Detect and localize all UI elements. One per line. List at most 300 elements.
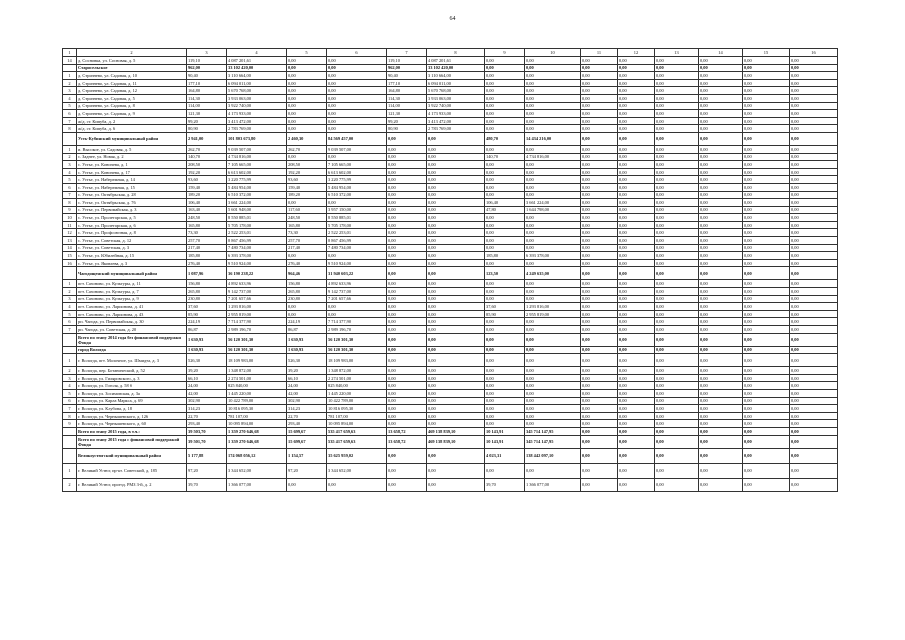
value-cell: 123,50 (485, 267, 525, 280)
address-cell: д. Сосновка, ул. Сосновая, д. 5 (77, 57, 187, 65)
table-row (63, 427, 838, 435)
value-cell: 0,00 (790, 318, 838, 326)
column-number-11: 11 (581, 49, 618, 57)
value-cell: 0,00 (427, 420, 485, 428)
value-cell: 0,00 (581, 153, 618, 161)
value-cell: 0,00 (485, 405, 525, 413)
value-cell: 0,00 (581, 214, 618, 222)
value-cell: 0,00 (485, 94, 525, 102)
value-cell: 0,00 (327, 57, 387, 65)
table-row (63, 374, 838, 382)
value-cell: 4 892 633,96 (327, 280, 387, 288)
row-index-cell: 10 (63, 214, 77, 222)
value-cell: 0,00 (618, 280, 655, 288)
address-cell: Чагодощенский муниципальный район (77, 267, 187, 280)
value-cell: 0,00 (427, 303, 485, 311)
value-cell: 0,00 (743, 333, 790, 346)
value-cell: 230,80 (187, 295, 227, 303)
value-cell: 90,40 (187, 72, 227, 80)
value-cell: 0,00 (485, 389, 525, 397)
value-cell: 314,23 (287, 405, 327, 413)
address-cell: д. Стризнево, ул. Садовая, д. 9 (77, 110, 187, 118)
address-cell: пгт. Сазоново, ул. Культуры, д. 7 (77, 288, 187, 296)
table-row (63, 397, 838, 405)
value-cell: 0,00 (581, 389, 618, 397)
value-cell: 97,20 (287, 463, 327, 478)
row-index-cell: 5 (63, 176, 77, 184)
address-cell: с. Устье, ул. Октябрьская, д. 28 (77, 191, 187, 199)
value-cell: 0,00 (387, 199, 427, 207)
address-cell: с. Устье, ул. Юбилейная, д. 15 (77, 252, 187, 260)
value-cell: 0,00 (485, 374, 525, 382)
value-cell: 0,00 (743, 214, 790, 222)
value-cell: 0,00 (743, 191, 790, 199)
value-cell: 0,00 (790, 389, 838, 397)
value-cell: 0,00 (387, 259, 427, 267)
value-cell: 5 705 178,00 (227, 221, 287, 229)
value-cell: 1 445 220,00 (227, 389, 287, 397)
value-cell: 0,00 (525, 318, 581, 326)
table-row (63, 168, 838, 176)
value-cell: 0,00 (485, 382, 525, 390)
value-cell: 0,00 (485, 259, 525, 267)
value-cell: 0,00 (581, 405, 618, 413)
column-number-10: 10 (525, 49, 581, 57)
value-cell: 0,00 (581, 397, 618, 405)
value-cell: 5 670 768,00 (427, 87, 485, 95)
value-cell: 0,00 (387, 354, 427, 367)
value-cell: 0,00 (427, 478, 485, 491)
row-index-cell: 8 (63, 412, 77, 420)
value-cell: 0,00 (655, 94, 699, 102)
value-cell: 0,00 (387, 206, 427, 214)
value-cell: 781 107,00 (227, 412, 287, 420)
value-cell: 0,00 (525, 397, 581, 405)
row-index-cell: 8 (63, 125, 77, 133)
value-cell: 2 274 501,00 (327, 374, 387, 382)
value-cell: 9 510 924,00 (227, 259, 287, 267)
value-cell: 1 359 270 646,68 (227, 427, 287, 435)
value-cell: 0,00 (655, 64, 699, 72)
value-cell: 0,00 (387, 295, 427, 303)
value-cell: 0,00 (790, 214, 838, 222)
value-cell: 0,00 (790, 267, 838, 280)
value-cell: 0,00 (525, 229, 581, 237)
value-cell: 0,00 (618, 64, 655, 72)
value-cell: 0,00 (743, 427, 790, 435)
value-cell: 1 293 816,00 (227, 303, 287, 311)
address-cell: ж/д. ст. Кипуба, д. 2 (77, 117, 187, 125)
value-cell: 0,00 (387, 405, 427, 413)
value-cell: 114,00 (187, 102, 227, 110)
table-row (63, 420, 838, 428)
row-index-cell: 1 (63, 72, 77, 80)
value-cell: 0,00 (790, 64, 838, 72)
value-cell: 0,00 (655, 448, 699, 463)
value-cell: 0,00 (618, 295, 655, 303)
value-cell: 0,00 (387, 420, 427, 428)
value-cell: 0,00 (699, 463, 743, 478)
table-row (63, 310, 838, 318)
value-cell: 2 783 769,00 (227, 125, 287, 133)
value-cell: 66,10 (287, 374, 327, 382)
value-cell: 0,00 (699, 191, 743, 199)
value-cell: 159,40 (187, 183, 227, 191)
value-cell: 0,00 (655, 153, 699, 161)
address-cell: г. Вологда, пер. Ботанический, д. 52 (77, 367, 187, 375)
value-cell: 0,00 (655, 303, 699, 311)
value-cell: 6 393 378,00 (525, 252, 581, 260)
value-cell: 0,00 (618, 420, 655, 428)
value-cell: 0,00 (525, 288, 581, 296)
value-cell: 0,00 (618, 318, 655, 326)
address-cell: рп. Чагода, ул. Первомайская, д. 30 (77, 318, 187, 326)
value-cell: 265,80 (287, 288, 327, 296)
value-cell: 192,20 (287, 168, 327, 176)
value-cell: 0,00 (525, 145, 581, 153)
row-index-cell: 9 (63, 206, 77, 214)
value-cell: 208,50 (187, 161, 227, 169)
value-cell: 0,00 (655, 125, 699, 133)
value-cell: 7 105 665,00 (327, 161, 387, 169)
value-cell: 0,00 (618, 354, 655, 367)
value-cell: 0,00 (618, 132, 655, 145)
value-cell: 0,00 (525, 333, 581, 346)
row-index-cell: 12 (63, 229, 77, 237)
value-cell: 0,00 (790, 412, 838, 420)
value-cell: 7 480 734,00 (327, 244, 387, 252)
value-cell: 3 110 664,00 (427, 72, 485, 80)
value-cell: 535 417 659,63 (327, 435, 387, 448)
value-cell: 0,00 (581, 435, 618, 448)
value-cell: 0,00 (485, 102, 525, 110)
address-cell: с. Устье, ул. Набережная, д. 14 (77, 176, 187, 184)
value-cell: 0,00 (327, 153, 387, 161)
value-cell: 42,00 (187, 389, 227, 397)
value-cell: 0,00 (790, 310, 838, 318)
value-cell: 0,00 (387, 153, 427, 161)
value-cell: 0,00 (387, 448, 427, 463)
value-cell: 0,00 (699, 145, 743, 153)
value-cell: 0,00 (581, 206, 618, 214)
value-cell: 0,00 (790, 161, 838, 169)
value-cell: 4 734 816,00 (525, 153, 581, 161)
value-cell: 5 484 954,00 (227, 183, 287, 191)
table-row (63, 303, 838, 311)
value-cell: 248,50 (187, 214, 227, 222)
value-cell: 0,00 (655, 367, 699, 375)
table-row (63, 267, 838, 280)
value-cell: 156,80 (187, 280, 227, 288)
address-cell: г. Вологда, ул. Карла Маркса, д. 69 (77, 397, 187, 405)
address-cell: город Вологда (77, 346, 187, 354)
value-cell: 0,00 (743, 168, 790, 176)
value-cell: 80,90 (387, 125, 427, 133)
value-cell: 6 510 372,00 (227, 191, 287, 199)
value-cell: 37,60 (187, 303, 227, 311)
table-row (63, 199, 838, 207)
address-cell: г. Вологда, ул. Зосимовская, д. 3а (77, 389, 187, 397)
value-cell: 0,00 (427, 326, 485, 334)
value-cell: 0,00 (387, 267, 427, 280)
row-index-cell: 7 (63, 326, 77, 334)
value-cell: 0,00 (387, 191, 427, 199)
column-number-6: 6 (327, 49, 387, 57)
value-cell: 0,00 (618, 374, 655, 382)
value-cell: 0,00 (618, 199, 655, 207)
value-cell: 0,00 (327, 199, 387, 207)
value-cell: 0,00 (743, 145, 790, 153)
value-cell: 0,00 (427, 280, 485, 288)
value-cell: 0,00 (655, 420, 699, 428)
value-cell: 0,00 (581, 427, 618, 435)
value-cell: 0,00 (525, 280, 581, 288)
value-cell: 0,00 (699, 346, 743, 354)
value-cell: 0,00 (655, 354, 699, 367)
value-cell: 1 630,93 (287, 346, 327, 354)
value-cell: 293,40 (187, 420, 227, 428)
value-cell: 0,00 (427, 237, 485, 245)
table-row (63, 259, 838, 267)
value-cell: 0,00 (743, 244, 790, 252)
address-cell: Всего по этапу 2015 года с финансовой поддержкой Фонда (77, 435, 187, 448)
value-cell: 9 142 737,00 (227, 288, 287, 296)
value-cell: 0,00 (618, 412, 655, 420)
value-cell: 0,00 (790, 288, 838, 296)
table-row (63, 288, 838, 296)
value-cell: 33 102 420,00 (227, 64, 287, 72)
row-index-cell: 3 (63, 87, 77, 95)
value-cell: 0,00 (581, 132, 618, 145)
value-cell: 37,60 (485, 303, 525, 311)
value-cell: 0,00 (485, 288, 525, 296)
row-index-cell (63, 346, 77, 354)
value-cell: 0,00 (743, 72, 790, 80)
value-cell: 0,00 (581, 237, 618, 245)
value-cell: 0,00 (427, 333, 485, 346)
value-cell: 0,00 (525, 221, 581, 229)
value-cell: 0,00 (327, 252, 387, 260)
value-cell: 165,80 (287, 221, 327, 229)
value-cell: 99,20 (187, 117, 227, 125)
value-cell: 6 393 378,00 (227, 252, 287, 260)
column-number-1: 1 (63, 49, 77, 57)
value-cell: 0,00 (618, 94, 655, 102)
value-cell: 86,87 (187, 326, 227, 334)
value-cell: 0,00 (743, 206, 790, 214)
value-cell: 0,00 (525, 354, 581, 367)
value-cell: 1 630,93 (187, 346, 227, 354)
value-cell: 0,00 (427, 354, 485, 367)
table-row (63, 244, 838, 252)
value-cell: 7 480 734,00 (227, 244, 287, 252)
table-row (63, 295, 838, 303)
value-cell: 7 201 657,66 (327, 295, 387, 303)
address-cell: ж/д. ст. Кипуба, д. 6 (77, 125, 187, 133)
value-cell: 2 989 196,70 (227, 326, 287, 334)
value-cell: 0,00 (387, 310, 427, 318)
value-cell: 0,00 (618, 161, 655, 169)
value-cell: 825 840,00 (227, 382, 287, 390)
value-cell: 0,00 (287, 303, 327, 311)
value-cell: 0,00 (743, 295, 790, 303)
value-cell: 0,00 (287, 57, 327, 65)
value-cell: 24,00 (187, 382, 227, 390)
value-cell: 0,00 (790, 221, 838, 229)
table-row (63, 382, 838, 390)
value-cell: 0,00 (743, 125, 790, 133)
value-cell: 3 933 063,00 (427, 94, 485, 102)
row-index-cell: 8 (63, 199, 77, 207)
value-cell: 0,00 (387, 183, 427, 191)
value-cell: 117,60 (287, 206, 327, 214)
table-row (63, 405, 838, 413)
value-cell: 0,00 (655, 145, 699, 153)
address-cell: с. Устье, ул. Набережная, д. 15 (77, 183, 187, 191)
value-cell: 0,00 (427, 214, 485, 222)
value-cell: 0,00 (427, 199, 485, 207)
value-cell: 10 143,91 (485, 435, 525, 448)
address-cell: с. Устье, ул. Коничева, д. 1 (77, 161, 187, 169)
value-cell: 0,00 (485, 326, 525, 334)
table-row (63, 117, 838, 125)
value-cell: 0,00 (655, 132, 699, 145)
value-cell: 0,00 (699, 237, 743, 245)
value-cell: 0,00 (387, 145, 427, 153)
value-cell: 5 670 768,00 (227, 87, 287, 95)
value-cell: 0,00 (287, 117, 327, 125)
value-cell: 0,00 (655, 310, 699, 318)
value-cell: 2 989 196,70 (327, 326, 387, 334)
value-cell: 262,70 (287, 145, 327, 153)
value-cell: 0,00 (618, 463, 655, 478)
table-row (63, 229, 838, 237)
value-cell: 0,00 (327, 64, 387, 72)
value-cell: 0,00 (699, 94, 743, 102)
table-row (63, 435, 838, 448)
value-cell: 192,20 (187, 168, 227, 176)
value-cell: 0,00 (485, 125, 525, 133)
value-cell: 47,80 (485, 206, 525, 214)
value-cell: 0,00 (743, 346, 790, 354)
value-cell: 0,00 (655, 244, 699, 252)
value-cell: 0,00 (581, 94, 618, 102)
value-cell: 0,00 (427, 367, 485, 375)
value-cell: 0,00 (485, 176, 525, 184)
value-cell: 0,00 (485, 117, 525, 125)
value-cell: 7 714 377,90 (227, 318, 287, 326)
column-number-5: 5 (287, 49, 327, 57)
value-cell: 0,00 (581, 367, 618, 375)
value-cell: 0,00 (743, 412, 790, 420)
value-cell: 0,00 (427, 318, 485, 326)
column-number-16: 16 (790, 49, 838, 57)
value-cell: 0,00 (287, 79, 327, 87)
value-cell: 10 422 789,00 (227, 397, 287, 405)
value-cell: 0,00 (655, 288, 699, 296)
value-cell: 0,00 (743, 102, 790, 110)
value-cell: 0,00 (287, 252, 327, 260)
address-cell: г. Великий Устюг, пр-кт. Советский, д. 185 (77, 463, 187, 478)
column-number-13: 13 (655, 49, 699, 57)
address-cell: г. Вологда, ул. Чернышевского, д. 126 (77, 412, 187, 420)
value-cell: 39 503,70 (187, 427, 227, 435)
value-cell: 0,00 (525, 244, 581, 252)
value-cell: 0,00 (699, 318, 743, 326)
value-cell: 0,00 (618, 191, 655, 199)
address-cell: и. Высокое, ул. Садовая, д. 5 (77, 145, 187, 153)
value-cell: 0,00 (790, 333, 838, 346)
value-cell: 0,00 (655, 168, 699, 176)
value-cell: 0,00 (655, 57, 699, 65)
value-cell: 0,00 (427, 176, 485, 184)
value-cell: 0,00 (427, 168, 485, 176)
value-cell: 0,00 (790, 168, 838, 176)
value-cell: 825 840,00 (327, 382, 387, 390)
value-cell: 265,80 (187, 288, 227, 296)
address-cell: с. Устье, ул. Советская, д. 12 (77, 237, 187, 245)
table-row (63, 318, 838, 326)
value-cell: 0,00 (743, 354, 790, 367)
value-cell: 0,00 (581, 87, 618, 95)
value-cell: 4 173 933,00 (427, 110, 485, 118)
table-row (63, 367, 838, 375)
value-cell: 0,00 (525, 110, 581, 118)
row-index-cell: 1 (63, 280, 77, 288)
row-index-cell: 1 (63, 354, 77, 367)
value-cell: 0,00 (655, 79, 699, 87)
value-cell: 293,40 (287, 420, 327, 428)
value-cell: 3 344 652,00 (227, 463, 287, 478)
value-cell: 0,00 (387, 252, 427, 260)
value-cell: 0,00 (387, 229, 427, 237)
value-cell: 0,00 (427, 221, 485, 229)
value-cell: 0,00 (618, 79, 655, 87)
value-cell: 0,00 (581, 310, 618, 318)
row-index-cell (63, 333, 77, 346)
value-cell: 1 348 872,00 (227, 367, 287, 375)
table-row (63, 79, 838, 87)
column-number-14: 14 (699, 49, 743, 57)
value-cell: 0,00 (581, 374, 618, 382)
value-cell: 0,00 (743, 288, 790, 296)
row-index-cell: 7 (63, 191, 77, 199)
value-cell: 0,00 (581, 267, 618, 280)
value-cell: 0,00 (699, 367, 743, 375)
value-cell: 0,00 (387, 221, 427, 229)
value-cell: 0,00 (581, 326, 618, 334)
value-cell: 0,00 (743, 326, 790, 334)
value-cell: 0,00 (790, 244, 838, 252)
value-cell: 0,00 (743, 420, 790, 428)
value-cell: 0,00 (485, 145, 525, 153)
value-cell: 189,20 (287, 191, 327, 199)
table-row (63, 206, 838, 214)
value-cell: 33 102 420,00 (427, 64, 485, 72)
value-cell: 962,00 (187, 64, 227, 72)
value-cell: 0,00 (699, 132, 743, 145)
value-cell: 0,00 (655, 346, 699, 354)
row-index-cell: 4 (63, 168, 77, 176)
value-cell: 0,00 (581, 478, 618, 491)
address-cell: г. Вологда, пгт. Молочное, ул. Шмидта, д. 3 (77, 354, 187, 367)
value-cell: 9 039 507,00 (227, 145, 287, 153)
value-cell: 0,00 (287, 199, 327, 207)
address-cell: д. Стризнево, ул. Садовая, д. 10 (77, 72, 187, 80)
value-cell: 0,00 (618, 310, 655, 318)
value-cell: 0,00 (743, 435, 790, 448)
value-cell: 276,40 (287, 259, 327, 267)
